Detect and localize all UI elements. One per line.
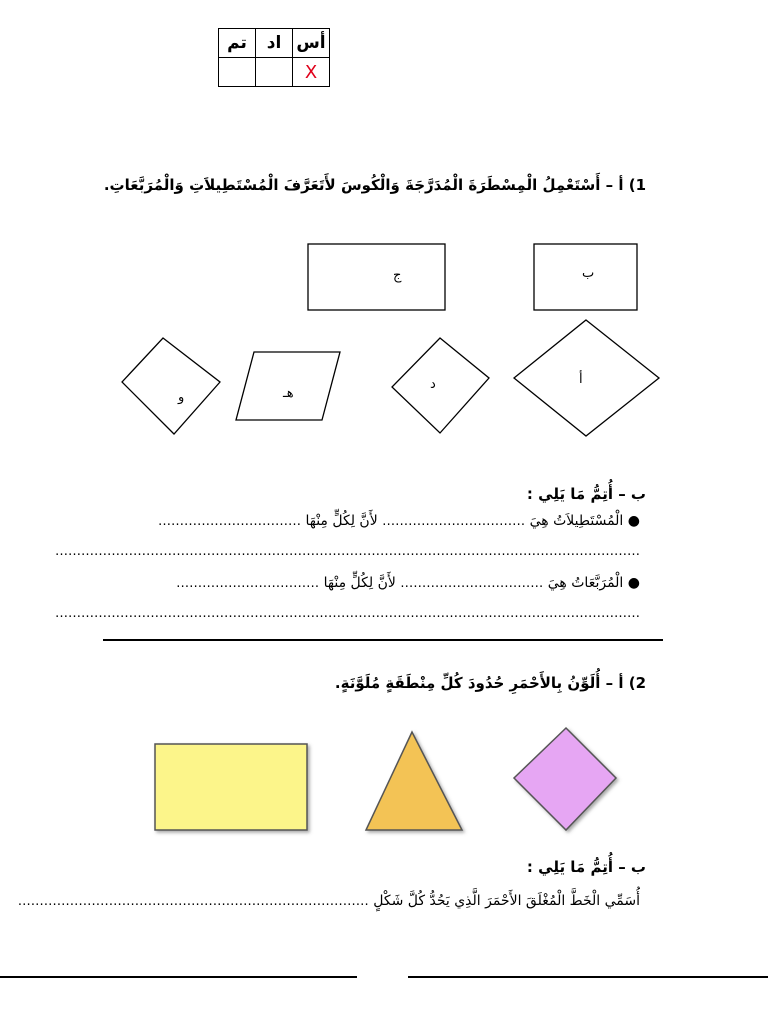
colored-rectangle — [155, 744, 307, 830]
label-w: و — [178, 390, 185, 405]
grade-table-header-row — [219, 29, 330, 58]
grade-header-tm: تم — [219, 29, 256, 58]
grade-cell-as[interactable]: X — [293, 58, 330, 87]
grade-header-ad: اد — [256, 29, 293, 58]
shape-square-a — [514, 320, 659, 436]
grade-table — [218, 28, 330, 87]
label-j: ج — [393, 268, 402, 283]
grade-table-mark-row — [219, 58, 330, 87]
bottom-line-right — [408, 976, 768, 978]
grade-header-as: أس — [293, 29, 330, 58]
shape-rhombus-w — [122, 338, 220, 434]
q1-b-heading: ب – أُتِمُّ مَا يَلِي : — [526, 485, 646, 503]
bullet-icon: ● — [627, 575, 640, 591]
q1-shapes — [0, 230, 768, 450]
shape-rect-j — [308, 244, 445, 310]
rect-line-start: الْمُسْتَطِيلاَتُ هِيَ — [529, 513, 624, 529]
squares-reason-continuation[interactable]: ……………………………………………………………………………………………………………………… — [55, 606, 640, 621]
rect-answer-line — [120, 513, 640, 529]
label-d: د — [430, 377, 436, 392]
q2-shapes — [0, 720, 768, 840]
bottom-line-left — [0, 976, 357, 978]
squares-answer-blank[interactable]: …………………………… — [400, 576, 544, 591]
colored-triangle — [366, 732, 462, 830]
squares-answer-line — [120, 575, 640, 591]
squares-reason-blank[interactable]: …………………………… — [176, 576, 320, 591]
squares-because: لأَنَّ لِكُلٍّ مِنْهَا — [323, 575, 396, 591]
bullet-icon: ● — [627, 513, 640, 529]
rect-reason-blank[interactable]: …………………………… — [158, 514, 302, 529]
grade-cell-ad[interactable] — [256, 58, 293, 87]
squares-line-start: الْمُرَبَّعَاتُ هِيَ — [547, 575, 624, 591]
colored-diamond — [514, 728, 616, 830]
shape-square-d — [392, 338, 489, 433]
label-a: أ — [579, 372, 583, 387]
q2-a-heading: 2) أ – أُلَوِّنُ بِالأَحْمَرِ حُدُودَ كُلِّ مِنْطَقَةٍ مُلَوَّنَةٍ. — [334, 674, 646, 692]
q2-name-text: أُسَمِّي الْخَطَّ الْمُغْلَقَ الأَحْمَرَ الَّذِي يَحُدُّ كُلَّ شَكْلٍ — [373, 893, 640, 909]
rect-because: لأَنَّ لِكُلٍّ مِنْهَا — [305, 513, 378, 529]
label-h: هـ — [283, 386, 294, 401]
label-b: ب — [582, 266, 595, 281]
section-divider — [103, 639, 663, 641]
q2-name-line — [17, 893, 640, 909]
rect-answer-blank[interactable]: …………………………… — [382, 514, 526, 529]
rect-reason-continuation[interactable]: ……………………………………………………………………………………………………………………… — [55, 544, 640, 559]
q2-b-heading: ب – أُتِمُّ مَا يَلِي : — [526, 858, 646, 876]
q1-a-heading: 1) أ – أَسْتَعْمِلُ الْمِسْطَرَةَ الْمُدَرَّجَةَ وَالْكُوسَ لأَتَعَرَّفَ الْمُسْتَطِيلاَتِ وَالْمُرَبَّعَاتِ. — [103, 176, 646, 194]
grade-cell-tm[interactable] — [219, 58, 256, 87]
q2-name-blank[interactable]: ……………………………………………………………………… — [17, 894, 369, 909]
